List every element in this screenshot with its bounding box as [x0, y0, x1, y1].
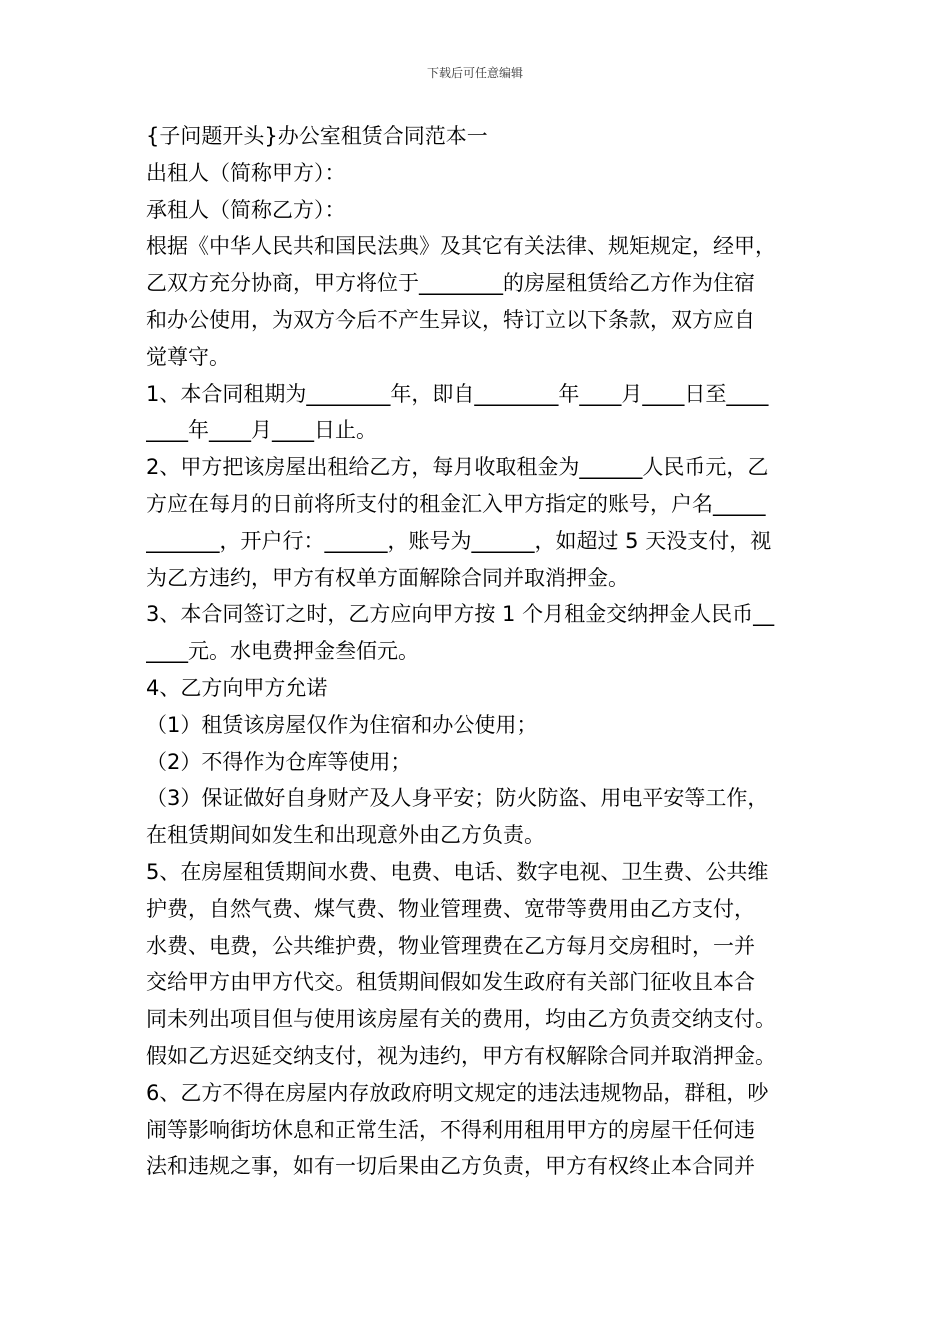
- clause-3-line: ____元。水电费押金叁佰元。: [146, 639, 419, 664]
- preamble-line: 乙双方充分协商，甲方将位于________的房屋租赁给乙方作为住宿: [146, 271, 755, 296]
- document-title: {子问题开头}办公室租赁合同范本一: [146, 124, 488, 148]
- clause-6-line: 法和违规之事，如有一切后果由乙方负责，甲方有权终止本合同并: [146, 1154, 755, 1179]
- clause-2-line: 2、甲方把该房屋出租给乙方，每月收取租金为______人民币元，乙: [146, 455, 769, 480]
- clause-3-line: 3、本合同签订之时，乙方应向甲方按 1 个月租金交纳押金人民币__: [146, 602, 775, 627]
- page-header: 下载后可任意编辑: [426, 66, 523, 80]
- clause-5-line: 假如乙方迟延交纳支付，视为违约，甲方有权解除合同并取消押金。: [146, 1043, 776, 1068]
- clause-4-line: 4、乙方向甲方允诺: [146, 675, 328, 700]
- preamble-line: 和办公使用，为双方今后不产生异议，特订立以下条款，双方应自: [146, 307, 755, 332]
- clause-4-item: （1）租赁该房屋仅作为住宿和办公使用；: [146, 712, 538, 737]
- clause-6-line: 6、乙方不得在房屋内存放政府明文规定的违法违规物品，群租，吵: [146, 1080, 769, 1105]
- lessee-line: 承租人（简称乙方）：: [146, 197, 346, 222]
- preamble-line: 觉尊守。: [146, 344, 230, 369]
- clause-4-item: （2）不得作为仓库等使用；: [146, 749, 412, 774]
- clause-5-line: 5、在房屋租赁期间水费、电费、电话、数字电视、卫生费、公共维: [146, 859, 769, 884]
- clause-5-line: 交给甲方由甲方代交。租赁期间假如发生政府有关部门征收且本合: [146, 970, 755, 995]
- lessor-line: 出租人（简称甲方）：: [146, 160, 346, 185]
- clause-5-line: 水费、电费，公共维护费，物业管理费在乙方每月交房租时，一并: [146, 933, 755, 958]
- clause-1-line: 1、本合同租期为________年，即自________年____月____日至____: [146, 381, 769, 406]
- clause-4-item: （3）保证做好自身财产及人身平安；防火防盗、用电平安等工作，: [146, 786, 769, 811]
- preamble-line: 根据《中华人民共和国民法典》及其它有关法律、规矩规定，经甲，: [146, 234, 776, 259]
- clause-2-line: 方应在每月的日前将所支付的租金汇入甲方指定的账号，户名_____: [146, 491, 766, 516]
- clause-5-line: 同未列出项目但与使用该房屋有关的费用，均由乙方负责交纳支付。: [146, 1007, 776, 1032]
- clause-4-item: 在租赁期间如发生和出现意外由乙方负责。: [146, 823, 545, 848]
- clause-5-line: 护费，自然气费、煤气费、物业管理费、宽带等费用由乙方支付，: [146, 896, 755, 921]
- clause-1-line: ____年____月____日止。: [146, 418, 377, 443]
- document-body: [146, 118, 810, 1185]
- clause-2-line: 为乙方违约，甲方有权单方面解除合同并取消押金。: [146, 565, 629, 590]
- clause-2-line: _______，开户行：______，账号为______，如超过 5 天没支付，视: [146, 528, 772, 553]
- clause-6-line: 闹等影响街坊休息和正常生活，不得利用租用甲方的房屋干任何违: [146, 1117, 755, 1142]
